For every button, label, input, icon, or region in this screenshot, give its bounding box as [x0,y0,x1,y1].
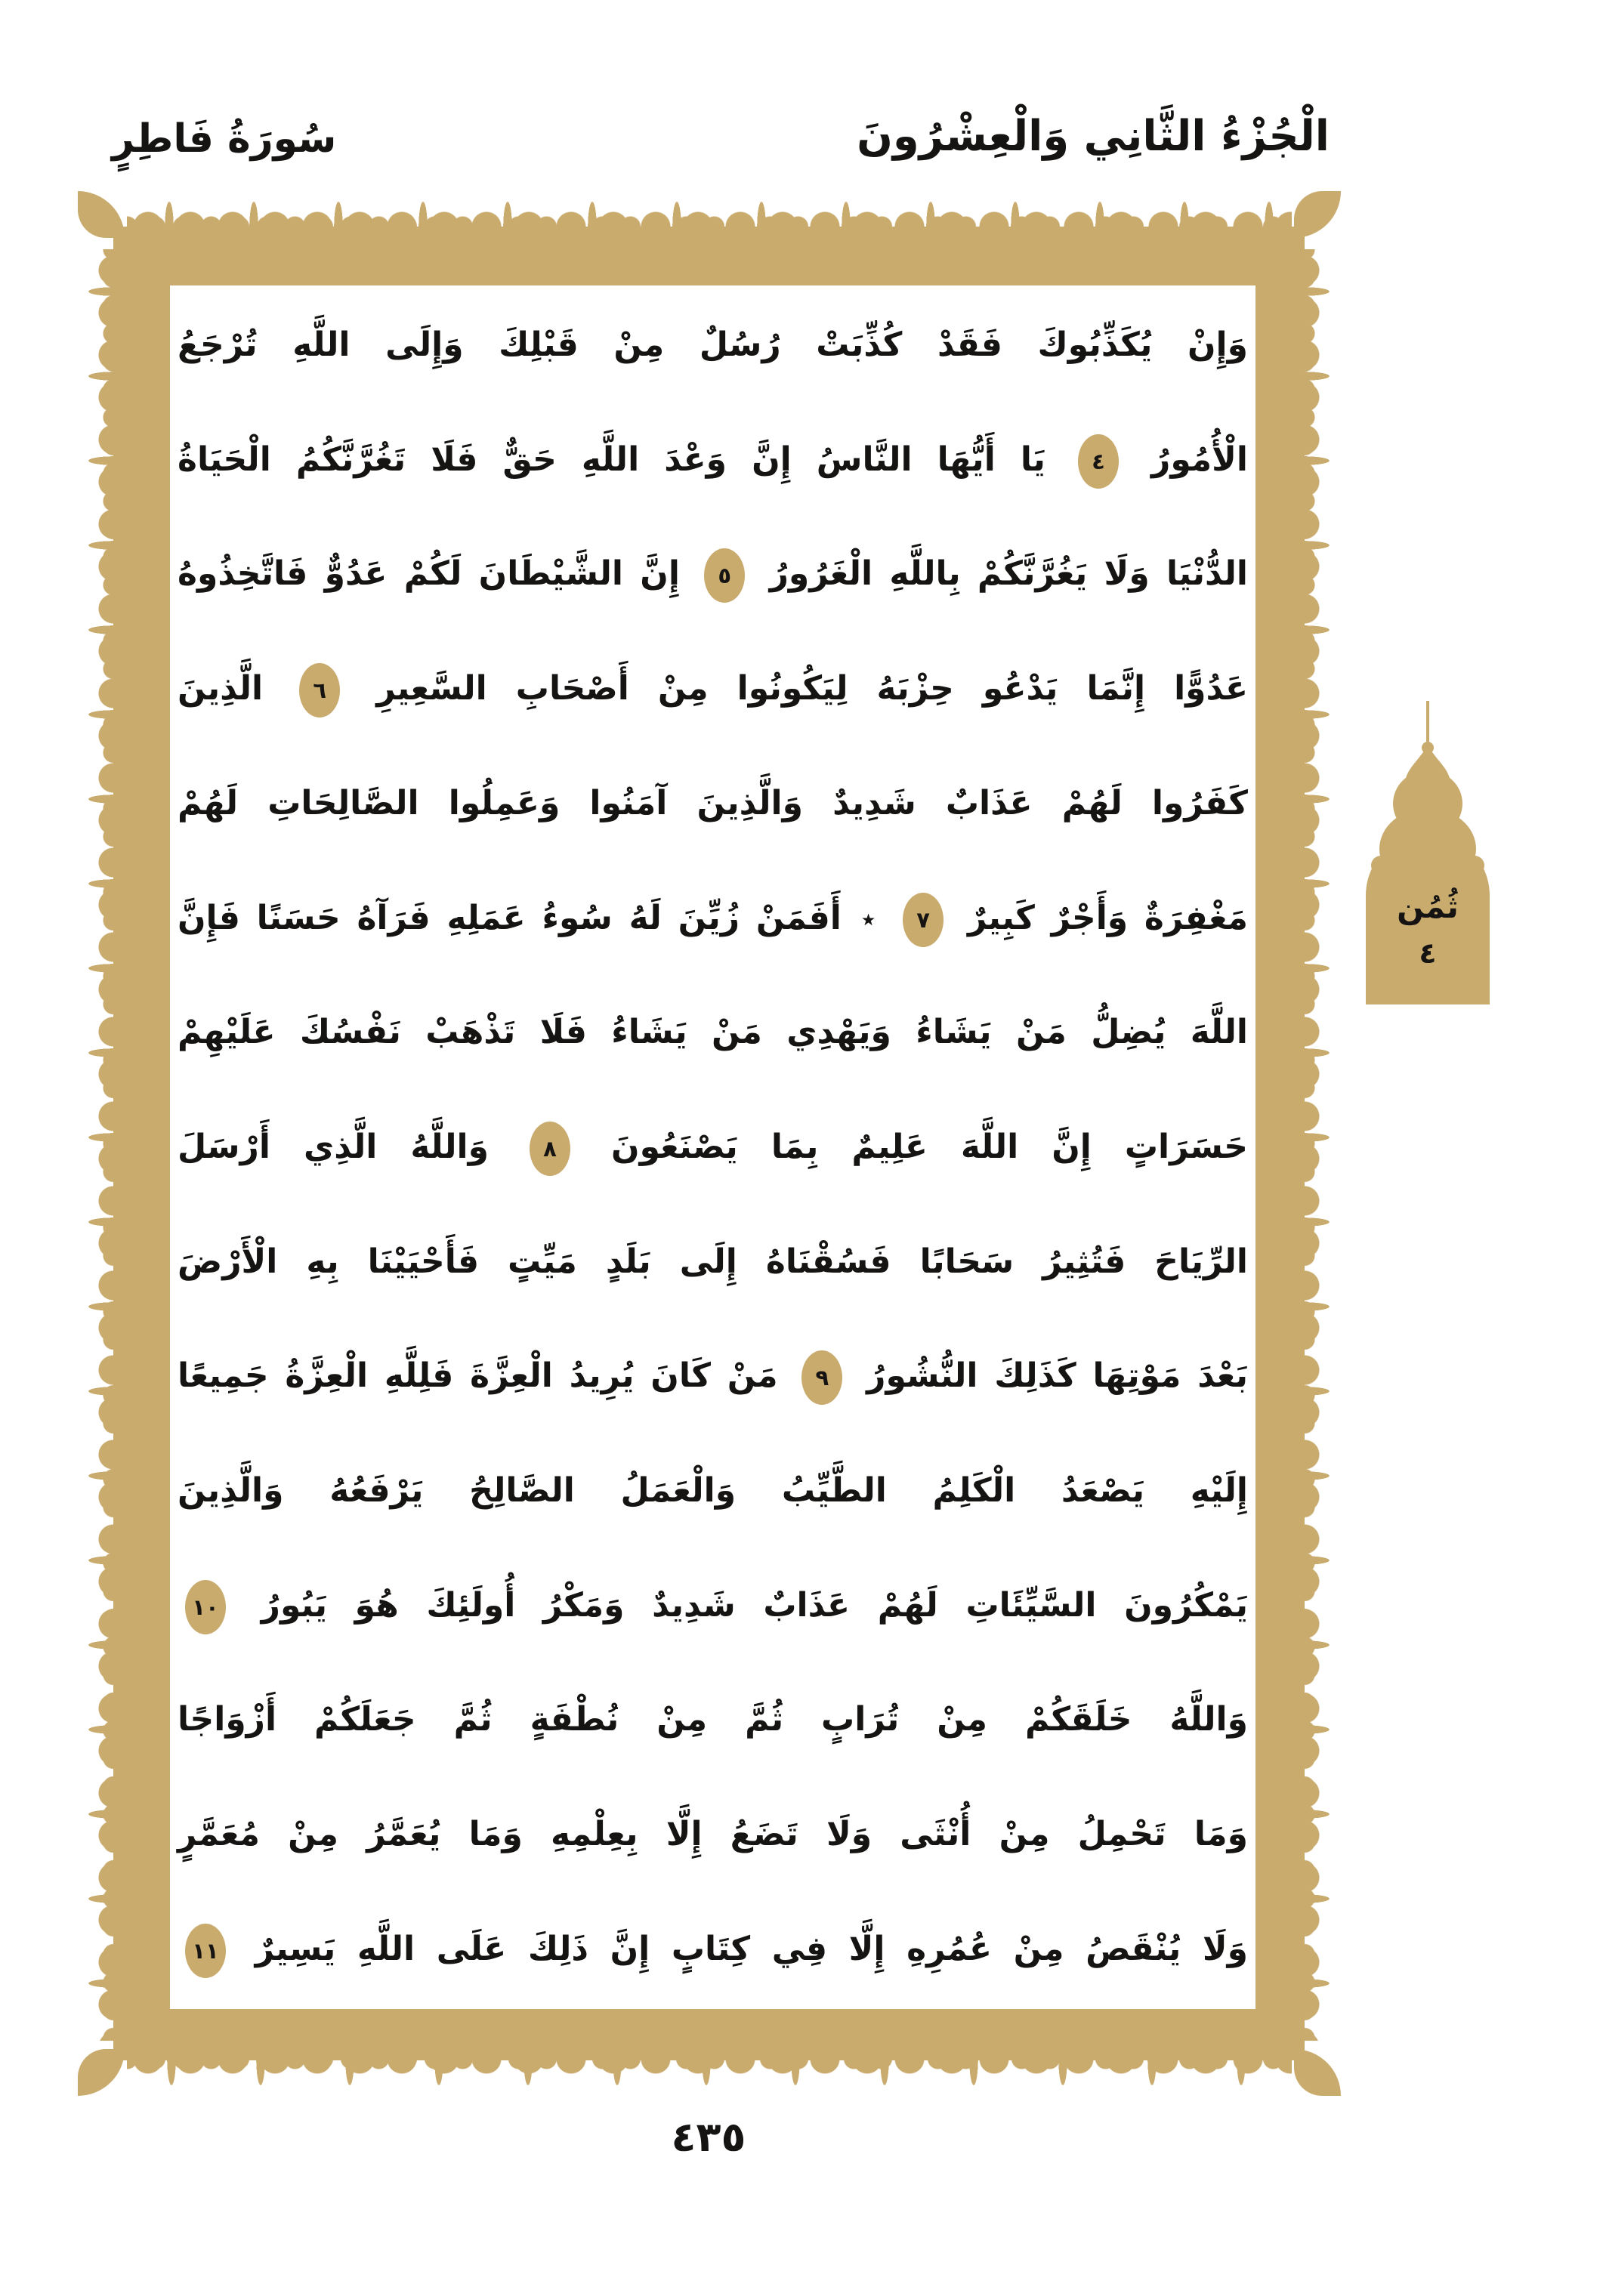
ayah-text: عَدُوًّا إِنَّمَا يَدْعُو حِزْبَهُ لِيَكُونُوا مِنْ أَصْحَابِ السَّعِيرِ [376,669,1248,708]
quran-line [170,977,1255,1088]
quran-line [170,290,1255,400]
frame-scallop-right [1305,249,1332,2041]
ayah-text: الْأُمُورُ [1151,440,1249,479]
ayah-text: وَإِنْ يُكَذِّبُوكَ فَقَدْ كُذِّبَتْ رُسُلٌ مِنْ قَبْلِكَ وَإِلَى اللَّهِ تُرْجَعُ [178,326,1248,364]
ayah-text: الدُّنْيَا وَلَا يَغُرَّنَّكُمْ بِاللَّهِ الْغَرُورُ [769,554,1249,594]
ayah-number-marker: ١١ [185,1924,226,1978]
ayah-text: وَاللَّهُ خَلَقَكُمْ مِنْ تُرَابٍ ثُمَّ مِنْ نُطْفَةٍ ثُمَّ جَعَلَكُمْ أَزْوَاجًا [178,1700,1248,1739]
juz-header: الْجُزْءُ الثَّانِي وَالْعِشْرُونَ [857,112,1330,161]
quran-line [170,1092,1255,1202]
ayah-text: مَنْ كَانَ يُرِيدُ الْعِزَّةَ فَلِلَّهِ الْعِزَّةُ جَمِيعًا [178,1356,778,1396]
ayah-text: إِلَيْهِ يَصْعَدُ الْكَلِمُ الطَّيِّبُ وَالْعَمَلُ الصَّالِحُ يَرْفَعُهُ وَالَّذِينَ [178,1471,1248,1511]
ayah-number-marker: ٩ [801,1350,842,1405]
thumn-number: ٤ [1419,937,1437,970]
quran-line [170,405,1255,515]
page-number: ٤٣٥ [671,2113,746,2161]
ayah-number-marker: ٧ [903,893,944,947]
ayah-text: أَفَمَنْ زُيِّنَ لَهُ سُوءُ عَمَلِهِ فَرَآهُ حَسَنًا فَإِنَّ [178,898,842,937]
quran-line [170,1894,1255,2004]
ayah-text: مَغْفِرَةٌ وَأَجْرٌ كَبِيرٌ [967,898,1249,937]
ayah-text: بَعْدَ مَوْتِهَا كَذَلِكَ النُّشُورُ [866,1356,1248,1396]
hizb-star-icon: ٭ [860,904,876,936]
ayah-text: إِنَّ الشَّيْطَانَ لَكُمْ عَدُوٌّ فَاتَّخِذُوهُ [178,554,680,594]
frame-corner-leaf-icon [78,2049,125,2096]
ayah-text: الرِّيَاحَ فَتُثِيرُ سَحَابًا فَسُقْنَاهُ إِلَى بَلَدٍ مَيِّتٍ فَأَحْيَيْنَا بِهِ الْأَرْضَ [178,1242,1248,1281]
quran-line [170,519,1255,629]
ayah-text: يَا أَيُّهَا النَّاسُ إِنَّ وَعْدَ اللَّهِ حَقٌّ فَلَا تَغُرَّنَّكُمُ الْحَيَاةُ [178,440,1045,479]
quran-line [170,1551,1255,1661]
quran-line [170,1207,1255,1317]
quran-lines [170,285,1255,2009]
quran-line [170,1779,1255,1890]
ayah-text: يَمْكُرُونَ السَّيِّئَاتِ لَهُمْ عَذَابٌ شَدِيدٌ وَمَكْرُ أُولَئِكَ هُوَ يَبُورُ [261,1585,1248,1625]
frame-scallop-bottom [127,2059,1292,2089]
frame-scallop-top [127,199,1292,227]
ayah-text: وَلَا يُنْقَصُ مِنْ عُمُرِهِ إِلَّا فِي كِتَابٍ إِنَّ ذَلِكَ عَلَى اللَّهِ يَسِيرٌ [255,1929,1248,1968]
thumn-label: ثُمُن [1397,888,1459,925]
ayah-text: وَاللَّهُ الَّذِي أَرْسَلَ [178,1127,489,1166]
quran-line [170,1321,1255,1431]
frame-scallop-left [86,249,113,2041]
ayah-text: حَسَرَاتٍ إِنَّ اللَّهَ عَلِيمٌ بِمَا يَصْنَعُونَ [611,1127,1248,1166]
ayah-number-marker: ٨ [530,1122,570,1176]
quran-line [170,1436,1255,1546]
ayah-text: كَفَرُوا لَهُمْ عَذَابٌ شَدِيدٌ وَالَّذِينَ آمَنُوا وَعَمِلُوا الصَّالِحَاتِ لَهُمْ [178,783,1248,822]
quran-line [170,1665,1255,1775]
ayah-text: وَمَا تَحْمِلُ مِنْ أُنْثَى وَلَا تَضَعُ إِلَّا بِعِلْمِهِ وَمَا يُعَمَّرُ مِنْ مُعَمَّرٍ [178,1815,1248,1854]
ayah-number-marker: ٥ [704,548,745,603]
quran-line [170,748,1255,859]
frame-corner-leaf-icon [78,191,125,238]
surah-header: سُورَةُ فَاطِرٍ [112,116,337,162]
frame-corner-leaf-icon [1294,2049,1341,2096]
ayah-number-marker: ٦ [299,663,340,718]
hizb-eighth-margin-marker [1351,701,1505,1004]
quran-line [170,634,1255,744]
quran-line [170,863,1255,974]
frame-corner-leaf-icon [1294,191,1341,238]
ayah-text: اللَّهَ يُضِلُّ مَنْ يَشَاءُ وَيَهْدِي مَنْ يَشَاءُ فَلَا تَذْهَبْ نَفْسُكَ عَلَيْهِمْ [178,1013,1248,1052]
ayah-text: الَّذِينَ [178,669,264,708]
ayah-number-marker: ٤ [1078,434,1119,489]
ayah-number-marker: ١٠ [185,1580,226,1634]
